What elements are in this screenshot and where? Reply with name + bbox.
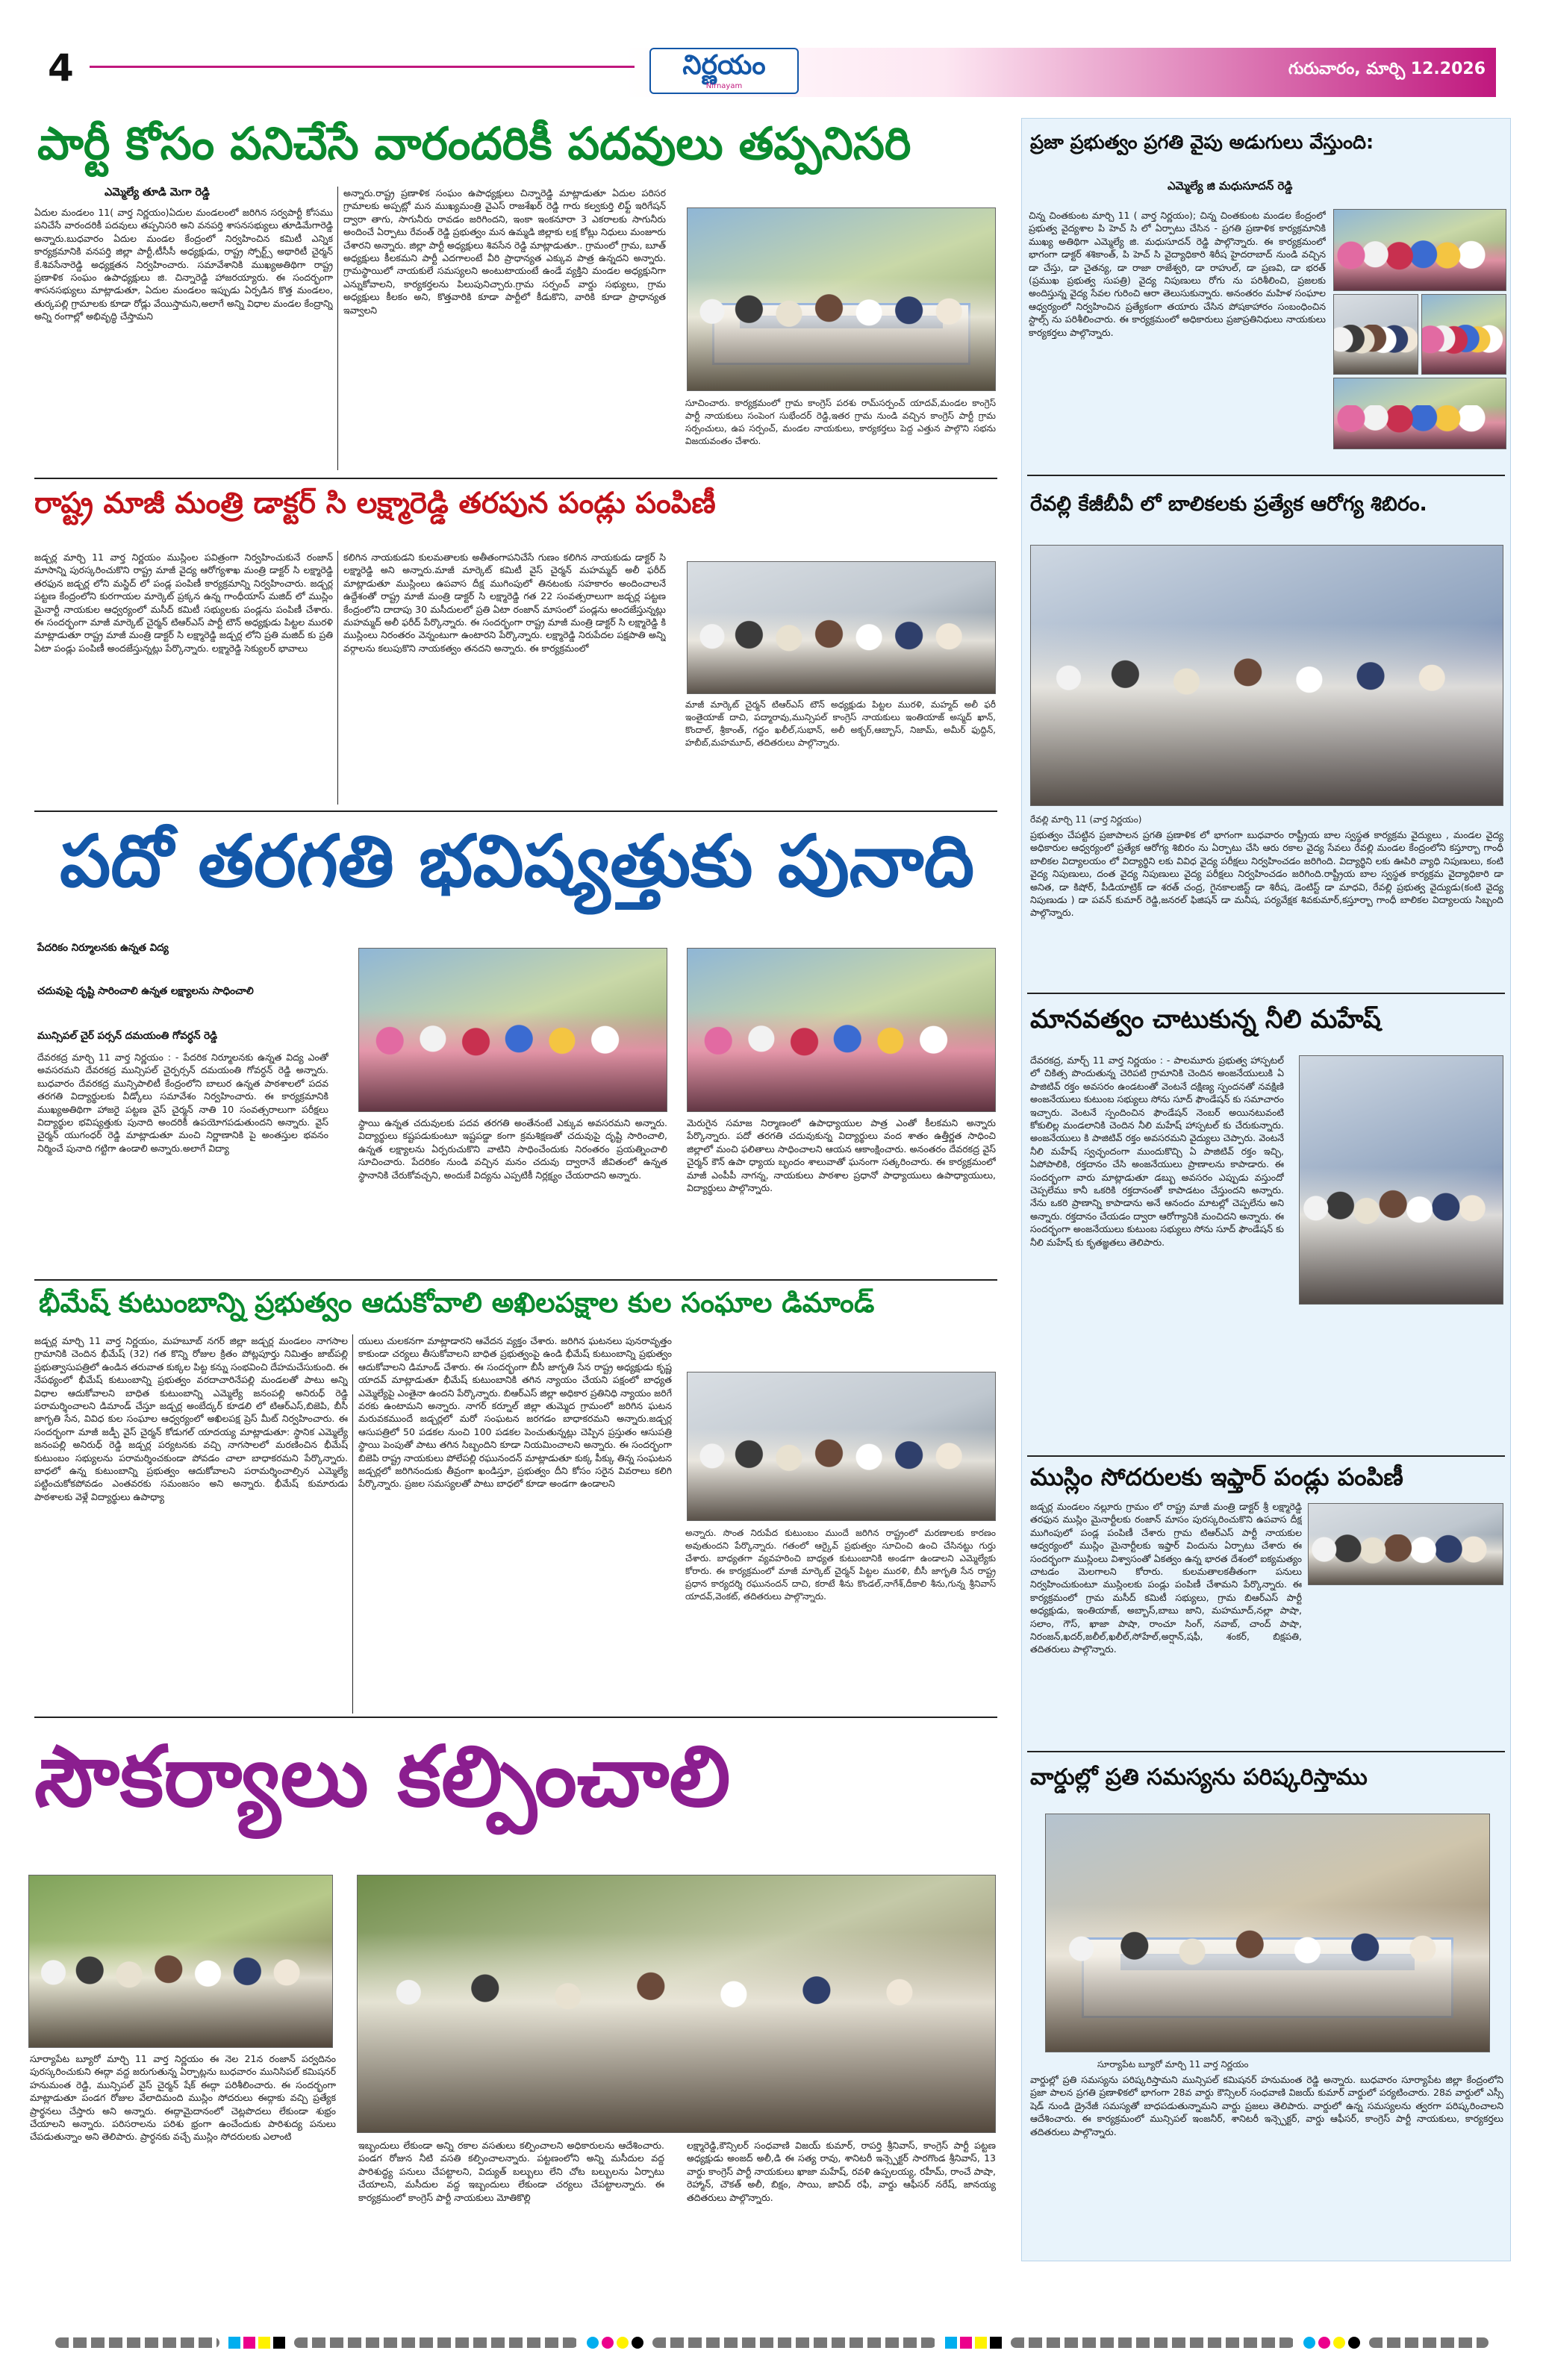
health-photo xyxy=(1030,545,1503,806)
wards-dateline: సూర్యాపేట బ్యూరో మార్చి 11 వార్త నిర్ణయం xyxy=(1097,2059,1249,2070)
section-rule xyxy=(34,1279,997,1281)
humanity-photo xyxy=(1299,1055,1503,1305)
tenth-col3: మెరుగైన సమాజ నిర్మాణంలో ఉపాధ్యాయుల పాత్ర ఎంతో కీలకమని అన్నారు పేర్కొన్నారు. పదో తరగతి చదువుకున్న విద్యార్థులు వంద శాతం ఉత్తీర్ణత సాధించి జిల్లాలో మంచి ఫలితాలు సాధించాలని ఆయన ఆకాంక్షించారు. అనంతరం దేవరకద్ర వైస్ చైర్మన్ కౌన్ ఉపా ధ్యాయ బృందం శాలువాతో ఘనంగా సత్కరించారు. ఈ కార్యక్రమంలో మాజీ ఎంపీపీ నాగన్న, నాయకులు పాఠశాల ప్రధానో పాధ్యాయులు ఉపాధ్యాయులు, విద్యార్థులు పాల్గొన్నారు. xyxy=(687,1117,996,1194)
tenth-photo-2 xyxy=(687,948,996,1112)
party-caption: సూచించారు. కార్యక్రమంలో గ్రామ కాంగ్రెస్ పరశు రామ్‌సర్పంచ్ యాదవ్,మండల కాంగ్రెస్ పార్టీ నాయకులు సంపెంగ సుభేందర్ రెడ్డి,ఇతర గ్రామ నుండి వచ్చిన కాంగ్రెస్ పార్టీ గ్రామ సర్పంచులు, ఉప సర్పంచ్, మండల నాయకులు, కార్యకర్తలు పెద్ద ఎత్తున పాల్గొని సభను విజయవంతం చేశారు. xyxy=(685,398,996,446)
column-divider xyxy=(337,187,338,470)
section-rule xyxy=(34,1717,997,1718)
facilities-photo-2 xyxy=(357,1875,996,2133)
column-divider xyxy=(337,551,338,805)
page-number: 4 xyxy=(48,46,74,90)
section-rule xyxy=(1027,1751,1505,1752)
health-headline: రేవల్లి కేజీబీవీ లో బాలికలకు ప్రత్యేక ఆరోగ్య శిబిరం. xyxy=(1030,493,1427,516)
health-dateline: రేవల్లి మార్చి 11 (వార్త నిర్ణయం) xyxy=(1030,814,1142,825)
bhimesh-headline: భీమేష్ కుటుంబాన్ని ప్రభుత్వం ఆదుకోవాలి అఖిలపక్షాల కుల సంఘాల డిమాండ్ xyxy=(39,1287,875,1319)
tenth-col2: స్థాయి ఉన్నత చదువులకు పదవ తరగతి అంతేనంటే ఎక్కువ అవసరమని అన్నారు. విద్యార్థులు కష్టపడుకుంటూ ఇష్టపడ్డా కంగా క్రమశిక్షణతో చదువుపై దృష్టి సారించాలి, ఉన్నత లక్ష్యాలను ఏర్పరుచుకొని వాటిని సాధించేందుకు నిరంతరం ప్రయత్నించాలి సూచించారు. పేదరికం నుండి వచ్చిన మనం చదువు ద్వారానే జీవితంలో ఉన్నత స్థానానికి చేరుకోవచ్చని, అందుకే విద్యను ఎప్పటికీ నిర్లక్ష్యం చేయరాదని అన్నారు. xyxy=(358,1117,667,1181)
bhimesh-photo xyxy=(687,1372,996,1521)
party-col2: అన్నారు.రాష్ట్ర ప్రణాళిక సంఘం ఉపాధ్యక్షులు చిన్నారెడ్డి మాట్లాడుతూ ఏదుల పరిసర గ్రామాలకు అప్పట్లో మన ముఖ్యమంత్రి వైఎస్ రాజశేఖర్ రెడ్డి గారు కల్వకుర్తి లిఫ్ట్ ఇరిగేషన్ ద్వారా తాగు, సాగునీరు రావడం జరిగిందని, ఇంకా ఇంకనూరా 3 ఎకరాలకు సాగునీరు అందించే ఏర్పాటు రేవంత్ రెడ్డి ప్రభుత్వం మన ఉమ్మడి జిల్లాకు లక్ష కోట్లు నిధులు మంజూరు చేశారని అన్నారు. జిల్లా పార్టీ అధ్యక్షులు శివసేన రెడ్డి మాట్లాడుతూ.. గ్రామంలో గ్రామ, బూత్ అధ్యక్షులు కీలకమని పార్టీ ఎదగాలంటే వీరి ప్రాధాన్యత ఎక్కువ పాత్ర ఉన్నదని అన్నారు. గ్రామస్థాయిలో నాయకులే సమస్యలని అంటుటాయంటే ఉండే వ్యక్తిని మండల అధ్యక్షునిగా ఎన్నుకోవాలని, కార్యకర్తలను పిలుపునిచ్చారు.గ్రామ సర్పంచ్ వార్డు సభ్యులు, గ్రామ అధ్యక్షులు కీలకం అని, కొత్తవారికి కూడా పార్టీలో కీడుకొని, వారికి కూడా ప్రాధాన్యత ఇవ్వాలని xyxy=(343,187,666,316)
progress-photo-3 xyxy=(1421,294,1506,375)
facilities-photo-1 xyxy=(28,1875,333,2048)
fruits-headline: రాష్ట్ర మాజీ మంత్రి డాక్టర్ సి లక్ష్మారెడ్డి తరపున పండ్లు పంపిణీ xyxy=(34,487,716,520)
wards-photo xyxy=(1045,1814,1490,2052)
tenth-headline: పదో తరగతి భవిష్యత్తుకు పునాది xyxy=(60,819,975,903)
humanity-headline: మానవత్వం చాటుకున్న నీలి మహేష్ xyxy=(1030,1005,1381,1034)
wards-headline: వార్డుల్లో ప్రతి సమస్యను పరిష్కరిస్తాము xyxy=(1030,1764,1368,1790)
tenth-photo-1 xyxy=(358,948,667,1112)
progress-photo-4 xyxy=(1333,378,1506,449)
section-rule xyxy=(1027,993,1505,994)
bhimesh-caption: అన్నారు. సొంత నిరుపేద కుటుంబం ముందే జరిగిన రాష్ట్రంలో మరణాలకు కారణం అవుతుందని పేర్కొన్నారు. గతంలో ఆర్కైవ్ ప్రభుత్వం సూచించి ఉంచి చేసినట్టు గుర్తు చేశారు. బాధ్యతగా వ్యవహరించి బాధ్యత కుటుంబానికి అండగా ఉండాలని ఎమ్మెల్యేకు కోరారు. ఈ కార్యక్రమంలో మాజీ మార్కెట్ చైర్మన్ పిట్టల మురళి, బీసీ జాగృతి సేన రాష్ట్ర ప్రధాన కార్యదర్శి రఘునందన్ దాచి, కరాటే శీను కొండల్,నాగేశ్,దీకాలి శీను,గున్న శ్రీనివాస్ యాదవ్,వెంకట్, తదితరులు పాల్గొన్నారు. xyxy=(685,1528,996,1602)
tenth-subhead-2: చదువుపై దృష్టి సారించాలి ఉన్నత లక్ష్యాలను సాధించాలి xyxy=(37,985,254,997)
bhimesh-col2: యులు చులకనగా మాట్లాడారని ఆవేదన వ్యక్తం చేశారు. జరిగిన ఘటనలు పునరావృత్తం కాకుండా చర్యలు తీసుకోవాలని బాధిత ప్రభుత్వంపై ఉండి భీమేష్ కుటుంబాన్ని ప్రభుత్వం ఆదుకోవాలని డిమాండ్ చేశారు. ఈ సందర్భంగా బీసీ జాగృతి సేన రాష్ట్ర అధ్యక్షుడు కృష్ణ యాదవ్ మాట్లాడుతూ భీమేష్ కుటుంబానికి తగిన న్యాయం చేయని పక్షంలో బాధ్యత ఎమ్మెల్యేపై ఎంతైనా ఉందని పేర్కొన్నారు. బిఆర్ఎస్ జిల్లా అధికార ప్రతినిధి న్యాయం జరిగే వరకు ఉంటామని అన్నారు. నాగర్ కర్నూల్ జిల్లా తుమ్మెద గ్రామంలో జరిగిన ఘటన మరువకముందే జడ్చర్లలో మరో సంఘటన జరగడం బాధాకరమని అన్నారు.జడ్చర్ల ఆసుపత్రిలో 50 పడకల నుంచి 100 పడకల పెంచుతున్నట్లు చెప్పిన ప్రస్తుతం ఆసుపత్రి స్థాయి పెంపుతో పాటు తగిన సిబ్బందిని కూడా నియమించాలని అన్నారు. ఈ సందర్భంగా బిజెపి రాష్ట్ర నాయకులు పోలేపల్లి రఘునందన్ మాట్లాడుతూ కుక్క పీక్కు తిన్న సంఘటన జడ్చర్లలో జరిగినందుకు తీవ్రంగా ఖండిస్తూ, ప్రభుత్వం దీని కోసం సరైన వివరాలు కలిగి పేర్కొన్నారు. ప్రజల సమస్యలతో పాటు బాధలో కూడా అండగా ఉండాలని xyxy=(358,1335,672,1490)
fruits-col2: కలిగిన నాయకుడని కులమతాలకు అతీతంగాపనిచేసే గుణం కలిగిన నాయకుడు డాక్టర్ సి లక్ష్మారెడ్డి అని అన్నారు.మాజీ మార్కెట్ కమిటీ వైస్ చైర్మన్ మహమ్మద్ అలీ ఫరీద్ మాట్లాడుతూ ముస్లింలు ఉపవాస దీక్ష ముగింపులో తినటంకు సహకారం అందించాలనే ఉద్దేశంతో రాష్ట్ర మాజీ మంత్రి డాక్టర్ సి లక్ష్మారెడ్డి గత 22 సంవత్సరాలుగా జడ్చర్ల పట్టణ కేంద్రంలోని దాదాపు 30 మసీదులలో ప్రతి ఏటా రంజాన్ మాసంలో పండ్లను అందజేస్తున్నట్లు మహమ్మద్ అలీ ఫరీద్ పేర్కొన్నారు. ఈ సందర్భంగా రాష్ట్ర మాజీ మంత్రి డాక్టర్ సి లక్ష్మారెడ్డి కి ముస్లింలు నిరంతరం వెన్నంటుగా ఉంటారని పేర్కొన్నారు. లక్ష్మారెడ్డి నిరుపేదల పక్షపాతి అన్ని వర్గాలను కలుపుకొని నాయకత్వం తనదని అన్నారు. ఈ కార్యక్రమంలో xyxy=(343,552,666,654)
humanity-body: దేవరకద్ర, మార్చ్ 11 వార్త నిర్ణయం : - పాలమూరు ప్రభుత్వ హాస్పటల్ లో చికిత్స పొందుతున్న చెరిపటి గ్రామానికి చెందిన అంజనేయులుకి ఏ పాజిటివ్ రక్తం అవసరం ఉండటంతో వెంటనే దక్షిణ్య స్పందనతో నవక్షిణి అంజనేయులు కుటుంబ సభ్యులు సోను సూద్ ఫౌండేషన్ కు సమాచారం ఇచ్చారు. వెంటనే స్పందించిన ఫౌండేషన్ నెంబర్ అయినటువంటి కోకులిల్ల మండలానికి చెందిన నీలి మహేష్ హాస్పటల్ కు చేరుకున్నారు. అంజనేయులు కి పాజిటివ్ రక్తం అవసరమని వైద్యులు చెప్పారు. వెంటనే నీలి మహేష్ స్వచ్ఛందంగా ముందుకొచ్చి ఏ పాజిటివ్ రక్తం ఇచ్చి, ఏపోపాలికి, రక్తదానం చేసి అంజనేయులు ప్రాణాలను కాపాడారు. ఈ సందర్భంగా వారు మాట్లాడుతూ డబ్బు అవసరం ఎప్పుడు వస్తుందో చెప్పలేము కానీ ఒకరికి రక్తదానంతో కాపాడటం చేస్తుందని అన్నారు. నేను ఒకరి ప్రాణాన్ని కాపాడాను అనే ఆనందం మాటల్లో చెప్పలేను అని అన్నారు. రక్తదానం చేయడం ద్వారా ఆరోగ్యానికి మంచిదని అన్నారు. ఈ సందర్భంగా అంజనేయులు కుటుంబ సభ్యులు సోను సూద్ ఫౌండేషన్ కు నీలి మహేష్ కు కృతజ్ఞతలు తెలిపారు. xyxy=(1030,1055,1284,1248)
iftar-body: జడ్చర్ల మండలం నల్లూరు గ్రామం లో రాష్ట్ర మాజీ మంత్రి డాక్టర్ శ్రీ లక్ష్మారెడ్డి తరఫున ముస్లిం మైనార్టీలకు రంజాన్ మాసం పురస్కరించుకొని ఉపవాస దీక్ష ముగింపులో పండ్ల పంపిణీ చేశారు గ్రామ టిఆర్ఎస్ పార్టీ నాయకుల ఆధ్వర్యంలో ముస్లిం మైనార్టీలకు ఇఫ్తార్ విందును ఏర్పాటు చేశారు ఈ సందర్భంగా ముస్లింలు విశ్వాసంతో ఏకత్వం ఉన్న భారత దేశంలో ఐక్యమత్యం చాటడం మెలగాలని కోరారు. కులమతాలకతీతంగా పనులు నిర్వహించుకుంటూ ముస్లింలకు పండ్లు పంపిణీ చేశామని పేర్కొన్నారు. ఈ కార్యక్రమంలో గ్రామ మసీద్ కమిటీ సభ్యులు, గ్రామ బిఆర్ఎస్ పార్టీ అధ్యక్షుడు, ఇంతియాజ్, అబ్బాస్,బాబు జాని, మహమూద్,నల్లా పాషా, సలాం, గౌస్, ఖాజా పాషా, రాంచూ సింగ్, నవాబ్, చాంద్ పాషా, నిరంజన్,ఖదర్,జలీల్,ఖలీల్,సోహేల్,అర్షాన్,షఫీ, శంకర్, బిక్షపతి, తదితరులు పాల్గొన్నారు. xyxy=(1030,1501,1302,1655)
facilities-col2: ఇబ్బందులు లేకుండా అన్ని రకాల వసతులు కల్పించాలని అధికారులను ఆదేశించారు. పండగ రోజున నీటి వసతి కల్పించాలన్నారు. పట్టణంలోని అన్ని మసీదుల వద్ద పారిశుద్ధ్య పనులు చేపట్టాలని, విద్యుత్ బల్బులు లేని చోట బల్బులను ఏర్పాటు చేయాలని, మసీదుల వద్ద ఇబ్బందులు లేకుండా చర్యలు చేపట్టాలన్నారు. ఈ కార్యక్రమంలో కాంగ్రెస్ పార్టీ నాయకులు మోతికొల్లి xyxy=(358,2140,664,2203)
section-rule xyxy=(1027,475,1505,476)
tenth-col1: దేవరకద్ర మార్చి 11 వార్త నిర్ణయం : - పేదరిక నిర్మూలనకు ఉన్నత విద్య ఎంతో అవసరమని దేవరకద్ర మున్సిపల్ చైర్పర్సన్ దమయంతి గోవర్ధన్ రెడ్డి అన్నారు. బుధవారం దేవరకద్ర మున్సిపాలిటీ కేంద్రంలోని బాలుర ఉన్నత పాఠశాలలో పదవ తరగతి విద్యార్థులకు వీడ్కోలు సమావేశం నిర్వహించారు. ఈ కార్యక్రమానికి ముఖ్యఅతిథిగా హాజరై పట్టణ వైస్ చైర్మన్ నాతి 10 సంవత్సరాలుగా పరీక్షలు విద్యార్థుల భవిష్యత్తుకు పునాది అందరికీ ఉపయోగపడుతుందని అన్నారు. వైస్ చైర్మన్ యుగంధర్ రెడ్డి మాట్లాడుతూ మంచి నిర్ణాణానికి పై అంతస్తుల భవనం నిర్మించే పునాది గట్టిగా ఉండాలి అన్నారు.అలాగే విద్యా xyxy=(37,1052,328,1154)
progress-byline: ఎమ్మెల్యే జి మధుసూదన్ రెడ్డి xyxy=(1168,179,1293,193)
wards-body: వార్డుల్లో ప్రతి సమస్యను పరిష్కరిస్తామని మున్సిపల్ కమిషనర్ హనుమంత రెడ్డి అన్నారు. బుధవారం సూర్యాపేట జిల్లా కేంద్రంలోని ప్రజా పాలన ప్రగతి ప్రణాళికలో భాగంగా 28వ వార్డు కౌన్సిలర్ సంధవాణి విజయ్ కుమార్ వార్డులో పర్యటించారు. 28వ వార్డులో ఎస్సీ షెడ్ నుండి డ్రైనేజీ సమస్యతో బాధపడుతున్నామని వార్డు ప్రజలు తెలిపారు. వార్డులో ఉన్న సమస్యలను త్వరగా పరిష్కరించాలని ఆదేశించారు. ఈ కార్యక్రమంలో మున్సిపల్ ఇంజనీర్, శానిటరీ ఇన్స్పెక్టర్, వార్డు ఆఫీసర్, కాంగ్రెస్ పార్టీ నాయకులు, కార్యకర్తలు తదితరులు పాల్గొన్నారు. xyxy=(1030,2074,1503,2137)
masthead-title: నిర్ణయం xyxy=(682,50,766,81)
masthead-tagline: Nirnayam xyxy=(705,82,743,90)
party-headline: పార్టీ కోసం పనిచేసే వారందరికీ పదవులు తప్పనిసరి xyxy=(37,118,911,170)
facilities-headline: సౌకర్యాలు కల్పించాలి xyxy=(34,1728,731,1825)
tenth-subhead-1: పేదరికం నిర్మూలనకు ఉన్నత విద్య xyxy=(37,942,169,954)
fruits-caption: మాజీ మార్కెట్ చైర్మన్ టిఆర్ఎస్ టౌన్ అధ్యక్షుడు పిట్టల మురళి, మహ్మద్ అలీ ఫరీ ఇంతైయాజ్ దాచి, పద్మారావు,మున్సిపల్ కాంగ్రెస్ నాయకులు ఇంతియాజ్ అస్మద్ ఖాన్, కొందాల్, శ్రీకాంత్, గద్దం ఖలీల్,సుభాన్, అలీ అక్బర్,ఆబ్బాస్, నిజామ్, అమీర్ ఫుద్దిన్, హబీబ్,మహమూద్, తదితరులు పాల్గొన్నారు. xyxy=(685,699,996,748)
masthead-logo xyxy=(649,48,799,94)
progress-photo-1 xyxy=(1333,209,1506,291)
progress-body: చిన్న చింతకుంట మార్చి 11 ( వార్త నిర్ణయం); చిన్న చింతకుంట మండల కేంద్రంలో ప్రభుత్వ వైద్యశాల పి హెచ్ సి లో ఏర్పాటు చేసిన - ప్రగతి ప్రణాళిక కార్యక్రమానికి ముఖ్య అతిథిగా ఎమ్మెల్యే జి. మధుసూదన్ రెడ్డి పాల్గొన్నారు. ఈ కార్యక్రమంలో భాగంగా డాక్టర్ శశికాంత్, పి హెచ్ సి వైద్యాధికారి శిరీష హైదరాబాద్ నుండి వచ్చిన డా చేస్తు, డా చైతన్య, డా రాజా రాజేశ్వరి, డా రాహుల్, డా ప్రణవి, డా భరత్ (ప్రముఖ ప్రభుత్వ సుపత్రి) వైద్య నిపుణులు రోగు ను పరిశీలించి, ప్రజలకు అందిస్తున్న వైద్య సేవల గురించి ఆరా తెలుసుకున్నారు. అనంతరం మహిళ సంఘాల ఆధ్వర్యంలో నిర్వహించిన ప్రత్యేకంగా తయారు చేసిన పోషకాహారం సంబంధించిన స్టాల్స్ ను పరిశీలించారు. ఈ కార్యక్రమంలో అధికారులు ప్రజాప్రతినిధులు నాయకులు కార్యకర్తలు పాల్గొన్నారు. xyxy=(1029,210,1326,338)
progress-photo-2 xyxy=(1333,294,1418,375)
section-rule xyxy=(34,478,997,479)
party-byline: ఎమ్మెల్యే తూడి మెగా రెడ్డి xyxy=(105,187,210,199)
party-photo xyxy=(687,207,996,391)
party-col1: ఏదుల మండలం 11( వార్త నిర్ణయం)ఏదుల మండలంలో జరిగిన సర్వపార్టీ కోసము పనిచేసే వారందరికీ పదవులు తప్పనిసరి అని వనపర్తి శాసనసభ్యులు తూడిమేగారెడ్డి అన్నారు.బుధవారం ఏదుల మండల కేంద్రంలో నిర్వహించిన కమిటీ ఎన్నిక కార్యక్రమానికి వనపర్తి జిల్లా పార్టీ,టీసీసీ అధ్యక్షుడు, రాష్ట్ర స్పోర్ట్స్ అథారిటీ చైర్మన్ కే.శివసేనారెడ్డి అధ్యక్షతన నిర్వహించారు. సమావేశానికి ముఖ్యఅతిథిగా రాష్ట్ర ప్రణాళిక సంఘం ఉపాధ్యక్షులు జి. చిన్నారెడ్డి హాజరయ్యారు. ఈ సందర్భంగా శాసనసభ్యులు మాట్లాడుతూ, ఏదుల మండలం ఇప్పుడు ఏర్పడిన కొత్త మండలం, తుర్కపల్లి గ్రామాలకు కూడా రోడ్లు వేయిస్తామని,అలాగే అన్ని విధాల మండల కేంద్రాన్ని అన్ని రంగాల్లో అభివృద్ధి చేస్తామని xyxy=(34,207,333,322)
fruits-col1: జడ్చర్ల మార్చి 11 వార్త నిర్ణయం ముస్లింల పవిత్రంగా నిర్వహించుకునే రంజాన్ మాసాన్ని పురస్కరించుకొని రాష్ట్ర మాజీ వైద్య ఆరోగ్యశాఖ మంత్రి డాక్టర్ సి లక్ష్మారెడ్డి తరఫున జడ్చర్ల లోని మస్జిద్ లో పండ్ల పంపిణీ కార్యక్రమాన్ని నిర్వహించారు. జడ్చర్ల పట్టణ కేంద్రంలోని కురగాయల మార్కెట్ ప్రక్కన ఉన్న గాంధీయాస్ మజిద్ లో ముస్లిం మైనార్టీ నాయకుల ఆధ్వర్యంలో మసీద్ కమిటీ సభ్యులకు పండ్లను పంపిణీ చేశారు. ఈ సందర్భంగా మాజీ మార్కెట్ చైర్మన్ టిఆర్ఎస్ పార్టీ టౌన్ అధ్యక్షుడు పిట్టల మురళి మాట్లాడుతూ రాష్ట్ర మాజీ మంత్రి డాక్టర్ సి లక్ష్మారెడ్డి జడ్చర్ల లోని ప్రతి మజిద్ కు ప్రతి ఏటా పండ్లు పంపిణీ అందజేస్తున్నట్లు పేర్కొన్నారు. లక్ష్మారెడ్డి సెక్యులర్ భావాలు xyxy=(34,552,333,654)
section-rule xyxy=(1027,1455,1505,1457)
iftar-headline: ముస్లిం సోదరులకు ఇఫ్తార్ పండ్లు పంపిణీ xyxy=(1030,1463,1403,1491)
column-divider xyxy=(352,1334,353,1714)
progress-headline: ప్రజా ప్రభుత్వం ప్రగతి వైపు అడుగులు వేస్తుంది: xyxy=(1030,131,1374,154)
footer-bar xyxy=(55,2334,1489,2351)
date-line: గురువారం, మార్చి 12.2026 xyxy=(1288,60,1486,78)
bhimesh-col1: జడ్చర్ల మార్చి 11 వార్త నిర్ణయం, మహబూబ్ నగర్ జిల్లా జడ్చర్ల మండలం నాగసాల గ్రామానికి చెందిన భీమేష్ (32) గత కొన్ని రోజుల క్రితం పోట్లపూర్తు నిమిత్తం జాబ్‌పల్లి ప్రభుత్వాసుపత్రిలో ఉండిన తరువాత కుక్కల పిట్ట కన్ను సంభవించి దేహమచేసుకుంది. ఈ నేపథ్యంలో భీమేష్ కుటుంబాన్ని ప్రభుత్వం వరదాచారినేపల్లి మండలతో పాటు అన్ని విధాల ఆదుకోవాలని బాధిత కుటుంబాన్ని ఎమ్మెల్యే జనంపల్లి అనిరుధ్ రెడ్డి పరామర్శించాలని డిమాండ్ చేస్తూ జడ్చర్ల అంబేద్కర్ కూడలి లో టిఆర్ఎస్,బిజెపి, బీసీ జాగృతి సేన, వివిధ కుల సంఘాల ఆధ్వర్యంలో అఖిలపక్ష ప్రెస్ మీట్ నిర్వహించారు. ఈ సందర్భంగా మాజీ జడ్పీ వైస్ చైర్మన్ కోడుగల్ యాదయ్య మాట్లాడుతూ: స్థానిక ఎమ్మెల్యే జనంపల్లి అనిరుధ్ రెడ్డి జడ్చర్ల పర్యటనకు వచ్చి నాగసాలలో మరణించిన భీమేష్ కుటుంబం సభ్యులను పరామర్శించకుండా పోవడం చాలా బాధాకరమని పేర్కొన్నారు. బాధలో ఉన్న కుటుంబాన్ని ప్రభుత్వం ఆదుకోవాలని పరామర్శించాల్సిన ఎమ్మెల్యే పట్టించుకోకపోవడం ఎంతవరకు సమంజసం అని అన్నారు. భీమేష్ కుమారుడు పాఠశాలకు వెళ్లే విద్యార్థులు ఉపాధ్యా xyxy=(34,1335,348,1502)
page-number-rule xyxy=(90,66,635,68)
facilities-col3: లక్ష్మారెడ్డి,కౌన్సిలర్ సంధవాణి విజయ్ కుమార్, రాపర్తి శ్రీనివాస్, కాంగ్రెస్ పార్టీ పట్టణ అధ్యక్షుడు అంజద్ అలీ,డి ఈ సత్య రావు, శానిటరీ ఇన్స్పెక్టర్ సారగొండ శ్రీనివాస్, 13 వార్డు కాంగ్రెస్ పార్టీ నాయకులు ఖాజా మహేష్, రవళి ఉప్పలయ్య, రహీమ్, రాంచే పాషా, రెహ్మాన్, చౌకత్ అలీ, బిక్షం, సాయి, జావిద్ రఫీ, వార్డు ఆఫీసర్ నరేష్, జానయ్య తదితరులు పాల్గొన్నారు. xyxy=(687,2140,996,2203)
tenth-byline: మున్సిపల్ చైర్ పర్సన్ దమయంతి గోవర్ధన్ రెడ్డి xyxy=(37,1030,218,1042)
fruits-photo xyxy=(687,561,996,694)
health-body: ప్రభుత్వం చేపట్టిన ప్రజాపాలన ప్రగతి ప్రణాళిక లో భాగంగా బుధవారం రాష్ట్రీయ బాల స్వస్థత కార్యక్రమ వైద్యులు , మండల వైద్య అధికారుల ఆధ్వర్యంలో ప్రత్యేక ఆరోగ్య శిబిరం ను ఏర్పాటు చేసి ఆరు రకాల వైద్య సేవలు రేవల్లి మండల కేంద్రంలోని కస్తూర్బా గాంధీ బాలికల విద్యాలయం లో విద్యార్థిని లకు వివిధ వైద్య పరీక్షలు నిర్వహించడం జరిగింది. విద్యార్థిని లకు ఊపిరి వ్యాధి నిపుణులు, కంటి వైద్య నిపుణులు, దంత వైద్య నిపుణులు వైద్య పరీక్షలు నిర్వహించడం జరిగింది.రాష్ట్రీయ బాల స్వస్థత కార్యక్రమ వైద్యాధికారి డా అనిత, డా కిషోర్, పీడియాట్రిక్ డా శరత్ చంద్ర, గైనకాలజిస్ట్ డా శిరీష, డెంటిస్ట్ డా మాధవి, రేవల్లి ప్రభుత్వ వైద్యుడు(కంటి వైద్య నిపుణుడు ) డా పవన్ కుమార్ రెడ్డి,జనరల్ ఫిజిషన్ డా మనీష, పర్యవేక్షక శివకుమార్,కస్తూర్బా గాంధీ బాలికల విద్యాలయ సిబ్బంది పాల్గొన్నారు. xyxy=(1030,829,1503,919)
iftar-photo xyxy=(1308,1503,1503,1585)
section-rule xyxy=(34,810,997,812)
facilities-col1: సూర్యాపేట బ్యూరో మార్చి 11 వార్త నిర్ణయం ఈ నెల 21న రంజాన్ పర్వదినం పురస్కరించుకుని ఈద్గా వద్ద జరుగుతున్న ఏర్పాట్లను బుధవారం మునిసిపల్ కమిషనర్ హనుమంత రెడ్డి, మున్సిపల్ వైస్ చైర్మన్ షేక్ ఈద్గా పరిశీలించారు. ఈ సందర్భంగా మాట్లాడుతూ పండగ రోజుల వేలాదిమంది ముస్లిం సోదరులు ఈద్గాకు వచ్చి ప్రత్యేక ప్రార్థనలు చేస్తారు అని అన్నారు. ఈద్గామైదానంలో చెట్లపొదలు లేకుండా శుభ్రం చేయాలని అన్నారు. పరిసరాలను పరిశు భ్రంగా ఉంచేందుకు పారిశుద్య పనులు చేపడుతున్నాం అని తెలిపారు. ప్రార్ధనకు వచ్చే ముస్లిం సోదరులకు ఎలాంటి xyxy=(30,2053,336,2143)
